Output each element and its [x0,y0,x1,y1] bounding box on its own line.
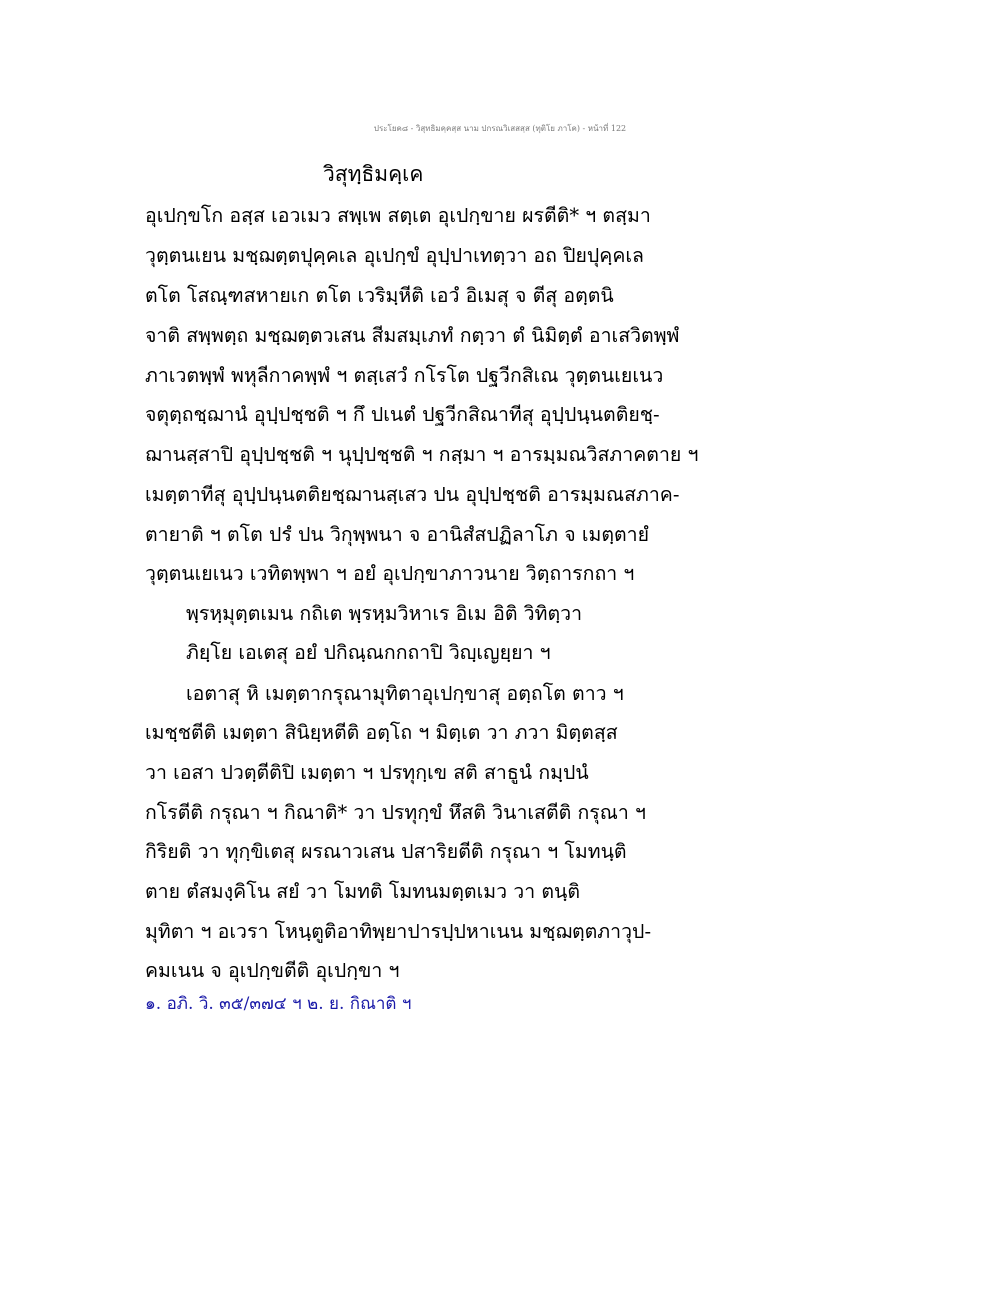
footnote: ๑. อภิ. วิ. ๓๕/๓๗๔ ฯ ๒. ย. กิณาติ ฯ [145,994,412,1014]
body-line: จตุตฺถชฺฌานํ อุปฺปชฺชติ ฯ กึ ปเนตํ ปฐวีกสิณาทีสุ อุปฺปนฺนตติยชฺ- [145,403,660,426]
body-line: เมตฺตาทีสุ อุปฺปนฺนตติยชฺฌานสฺเสว ปน อุปฺปชฺชติ อารมฺมณสภาค- [145,483,680,506]
body-line: ภาเวตพฺพํ พหุลีกาคพฺพํ ฯ ตสฺเสวํ กโรโต ปฐวีกสิเณ วุตฺตนเยเนว [145,364,664,387]
paragraph-line: วา เอสา ปวตฺตีติปิ เมตฺตา ฯ ปรทุกฺเข สติ สาธูนํ กมฺปนํ [145,761,589,784]
body-line: ตายาติ ฯ ตโต ปรํ ปน วิกุพฺพนา จ อานิสํสปฏิลาโภ จ เมตฺตายํ [145,523,650,546]
body-line: ฌานสฺสาปิ อุปฺปชฺชติ ฯ นุปฺปชฺชติ ฯ กสฺมา ฯ อารมฺมณวิสภาคตาย ฯ [145,443,699,466]
paragraph-line: คมเนน จ อุเปกฺขตีติ อุเปกฺขา ฯ [145,959,400,982]
body-line: อุเปกฺขโก อสฺส เอวเมว สพฺเพ สตฺเต อุเปกฺขาย ผรตีติ* ฯ ตสฺมา [145,204,651,227]
body-line: จาติ สพฺพตฺถ มชฺฌตฺตวเสน สีมสมฺเภทํ กตฺวา ตํ นิมิตฺตํ อาเสวิตพฺพํ [145,324,680,347]
body-line: วุตฺตนเยเนว เวทิตพฺพา ฯ อยํ อุเปกฺขาภาวนาย วิตฺถารกถา ฯ [145,562,635,585]
paragraph-line: ตาย ตํสมงฺคิโน สยํ วา โมทติ โมทนมตฺตเมว วา ตนฺติ [145,880,581,903]
verse-line: ภิยฺโย เอเตสุ อยํ ปกิณฺณกกถาปิ วิญฺเญยฺยา ฯ [186,641,551,664]
paragraph-line: กิริยติ วา ทุกฺขิเตสุ ผรณาวเสน ปสาริยตีติ กรุณา ฯ โมทนฺติ [145,840,627,863]
body-line: วุตฺตนเยน มชฺฌตฺตปุคฺคเล อุเปกฺขํ อุปฺปาเทตฺวา อถ ปิยปุคฺคเล [145,244,644,267]
page-header: ประโยค๘ - วิสุทธิมคฺคสฺส นาม ปกรณวิเสสสฺส (ทุติโย ภาโค) - หน้าที่ 122 [373,124,627,133]
paragraph-line: เมชฺชตีติ เมตฺตา สินิยฺหตีติ อตฺโถ ฯ มิตฺเต วา ภวา มิตฺตสฺส [145,721,618,744]
paragraph-line: เอตาสุ หิ เมตฺตากรุณามุทิตาอุเปกฺขาสุ อตฺถโต ตาว ฯ [186,682,624,705]
section-title: วิสุทฺธิมคฺเค [323,162,424,186]
paragraph-line: มุทิตา ฯ อเวรา โหนฺตูติอาทิพฺยาปารปฺปหาเนน มชฺฌตฺตภาวุป- [145,920,652,943]
verse-line: พฺรหฺมุตฺตเมน กถิเต พฺรหฺมวิหาเร อิเม อิติ วิทิตฺวา [186,602,583,625]
body-line: ตโต โสณฺฑสหายเก ตโต เวริมฺหีติ เอวํ อิเมสุ จ ตีสุ อตฺตนิ [145,284,614,307]
paragraph-line: กโรตีติ กรุณา ฯ กิณาติ* วา ปรทุกฺขํ หึสติ วินาเสตีติ กรุณา ฯ [145,801,646,824]
